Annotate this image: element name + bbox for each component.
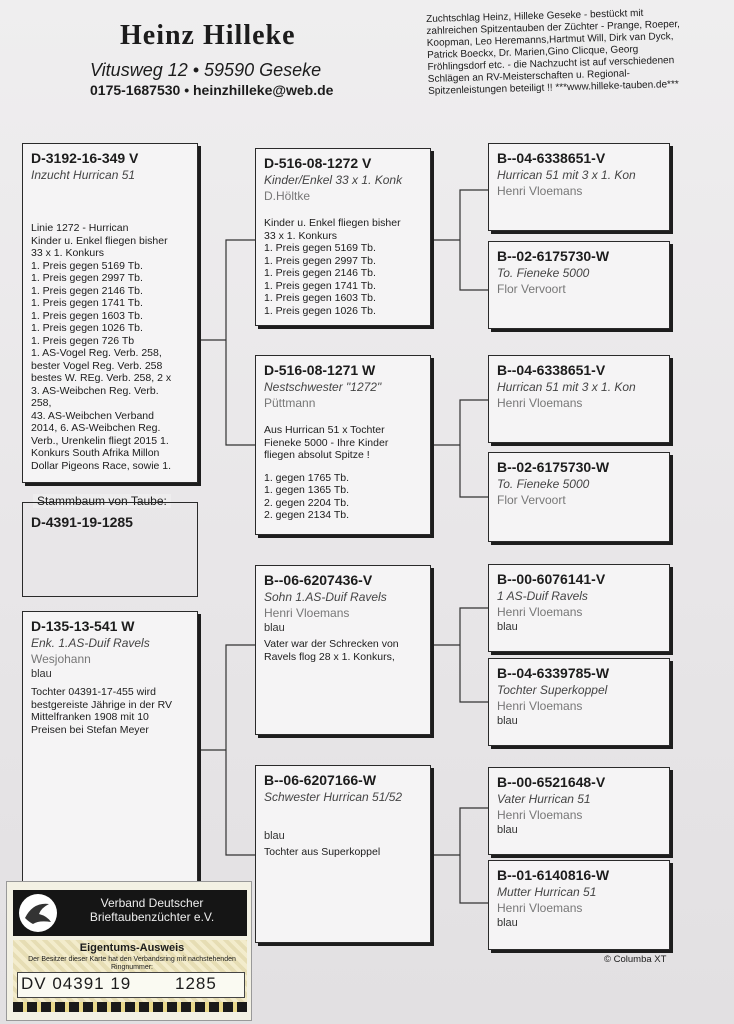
sire-card bbox=[22, 143, 198, 483]
dam-card bbox=[22, 611, 198, 911]
ggp-breeder: Henri Vloemans bbox=[497, 605, 583, 619]
ggp-card-7 bbox=[488, 767, 670, 855]
dam-colour: blau bbox=[31, 668, 52, 680]
ggp-name: To. Fieneke 5000 bbox=[497, 266, 590, 280]
dam-breeder: Wesjohann bbox=[31, 652, 91, 666]
breeder-address: Vitusweg 12 • 59590 Geseke bbox=[90, 60, 322, 80]
ggp-name: 1 AS-Duif Ravels bbox=[497, 589, 588, 603]
ggp-breeder: Henri Vloemans bbox=[497, 184, 583, 198]
ggp-ring-number: B--01-6140816-W bbox=[497, 867, 610, 883]
pedigree-subject bbox=[22, 494, 198, 597]
ggp-breeder: Flor Vervoort bbox=[497, 493, 566, 507]
ggp-ring-number: B--04-6339785-W bbox=[497, 665, 610, 681]
card-border-pattern bbox=[13, 1002, 247, 1012]
ggp-breeder: Henri Vloemans bbox=[497, 901, 583, 915]
card-ring-number: 1285 bbox=[175, 974, 217, 993]
sire-details: Linie 1272 - Hurrican Kinder u. Enkel fliegen bisher 33 x 1. Konkurs 1. Preis gegen 5169 Tb. 1. Preis gegen 2997 Tb. 1. Preis gegen 2146 Tb. 1. Preis gegen 1741 Tb. 1. Preis gegen 1603 Tb. 1. Preis gegen 1026 Tb. 1. Preis gegen 726 Tb 1. AS-Vogel Reg. Verb. 258, bester Vogel Reg. Verb. 258 bestes W. REg. Verb. 258, 2 x 3. AS-Weibchen Reg. Verb. 258, 43. AS-Weibchen Verband 2014, 6. AS-Weibchen Reg. Verb., Urenkelin fliegt 2015 1. Konkurs South Afrika Millon Dollar Pigeons Race, sowie 1. bbox=[31, 222, 172, 472]
ggp-name: Tochter Superkoppel bbox=[497, 683, 608, 697]
gp-ss-breeder: D.Höltke bbox=[264, 189, 311, 203]
ggp-ring-number: B--02-6175730-W bbox=[497, 459, 610, 475]
ggp-name: Hurrican 51 mit 3 x 1. Kon bbox=[497, 168, 636, 182]
ggp-card-6 bbox=[488, 658, 670, 746]
gp-sd-breeder: Püttmann bbox=[264, 396, 316, 410]
ggp-name: Vater Hurrican 51 bbox=[497, 792, 591, 806]
breeder-contact: 0175-1687530 • heinzhilleke@web.de bbox=[90, 82, 334, 98]
ggp-breeder: Henri Vloemans bbox=[497, 396, 583, 410]
ggp-ring-number: B--00-6076141-V bbox=[497, 571, 606, 587]
card-title: Eigentums-Ausweis bbox=[79, 942, 185, 954]
ggp-breeder: Henri Vloemans bbox=[497, 699, 583, 713]
ggp-breeder: Flor Vervoort bbox=[497, 282, 566, 296]
gp-ds-ring-number: B--06-6207436-V bbox=[264, 572, 373, 588]
ggp-name: Mutter Hurrican 51 bbox=[497, 885, 597, 899]
ggp-card-5 bbox=[488, 564, 670, 652]
ggp-card-2 bbox=[488, 241, 670, 329]
grandsire-maternal-card bbox=[255, 565, 431, 735]
dam-details: Tochter 04391-17-455 wird bestgereiste Jährige in der RV Mittelfranken 1908 mit 10 Preisen bei Stefan Meyer bbox=[31, 686, 173, 736]
subject-ring-number: D-4391-19-1285 bbox=[31, 514, 133, 530]
gp-ds-name: Sohn 1.AS-Duif Ravels bbox=[264, 590, 387, 604]
ggp-colour: blau bbox=[497, 824, 518, 836]
ggp-ring-number: B--04-6338651-V bbox=[497, 362, 606, 378]
gp-ds-details: Vater war der Schrecken von Ravels flog 28 x 1. Konkurs, bbox=[264, 638, 399, 663]
gp-sd-name: Nestschwester "1272" bbox=[264, 380, 382, 394]
ggp-name: To. Fieneke 5000 bbox=[497, 477, 590, 491]
pigeon-logo-icon bbox=[19, 894, 57, 932]
card-org-line2: Brieftaubenzüchter e.V. bbox=[89, 910, 215, 924]
ggp-colour: blau bbox=[497, 917, 518, 929]
card-ring-prefix: DV 04391 19 bbox=[21, 974, 132, 993]
ggp-colour: blau bbox=[497, 715, 518, 727]
gp-sd-details: Aus Hurrican 51 x Tochter Fieneke 5000 - Ihre Kinder fliegen absolut Spitze ! bbox=[264, 424, 389, 461]
sire-name: Inzucht Hurrican 51 bbox=[31, 168, 136, 182]
granddam-maternal-card bbox=[255, 765, 431, 943]
loft-intro-text: Zuchtschlag Heinz, Hilleke Geseke - bestückt mit zahlreichen Spitzentauben der Züchter - Prange, Roeper, Koopman, Leo Heremanns,Hartmut Will, Dirk van Dyck, Patrick Boeckx, Dr. Marien,Gino Clicque, Georg Fröhlingsdorf etc. - die Nachzucht ist auf verschiedenen Schlägen an RV-Meisterschaften u. Regional-Spitzenleistungen beteiligt !! ***www.hilleke-tauben.de*** bbox=[426, 7, 681, 97]
ggp-ring-number: B--04-6338651-V bbox=[497, 150, 606, 166]
gp-dd-colour: blau bbox=[264, 830, 285, 842]
ggp-colour: blau bbox=[497, 621, 518, 633]
gp-ss-details: Kinder u. Enkel fliegen bisher 33 x 1. Konkurs 1. Preis gegen 5169 Tb. 1. Preis gegen 2997 Tb. 1. Preis gegen 2146 Tb. 1. Preis gegen 1741 Tb. 1. Preis gegen 1603 Tb. 1. Preis gegen 1026 Tb. bbox=[264, 217, 401, 317]
card-org-line1: Verband Deutscher bbox=[100, 896, 204, 910]
card-text: Der Besitzer dieser Karte hat den Verbandsring mit nachstehenden Ringnummer: bbox=[28, 956, 236, 971]
gp-sd-ring-number: D-516-08-1271 W bbox=[264, 362, 376, 378]
granddam-paternal-card bbox=[255, 355, 431, 535]
gp-dd-name: Schwester Hurrican 51/52 bbox=[264, 790, 403, 804]
gp-ss-ring-number: D-516-08-1272 V bbox=[264, 155, 372, 171]
card-organisation bbox=[67, 896, 237, 924]
grandsire-paternal-card bbox=[255, 148, 431, 326]
gp-ss-name: Kinder/Enkel 33 x 1. Konk bbox=[264, 173, 403, 187]
ggp-name: Hurrican 51 mit 3 x 1. Kon bbox=[497, 380, 636, 394]
gp-dd-details: Tochter aus Superkoppel bbox=[264, 846, 381, 858]
ggp-card-4 bbox=[488, 452, 670, 542]
gp-ds-breeder: Henri Vloemans bbox=[264, 606, 350, 620]
ggp-card-8 bbox=[488, 860, 670, 950]
ggp-ring-number: B--00-6521648-V bbox=[497, 774, 606, 790]
copyright-note: © Columba XT bbox=[604, 954, 667, 965]
ggp-ring-number: B--02-6175730-W bbox=[497, 248, 610, 264]
gp-sd-results: 1. gegen 1765 Tb. 1. gegen 1365 Tb. 2. gegen 2204 Tb. 2. gegen 2134 Tb. bbox=[264, 471, 350, 521]
ggp-breeder: Henri Vloemans bbox=[497, 808, 583, 822]
breeder-name: Heinz Hilleke bbox=[120, 20, 296, 51]
gp-ds-colour: blau bbox=[264, 622, 285, 634]
sire-ring-number: D-3192-16-349 V bbox=[31, 150, 139, 166]
ownership-card bbox=[6, 881, 252, 1021]
dam-ring-number: D-135-13-541 W bbox=[31, 618, 135, 634]
dam-name: Enk. 1.AS-Duif Ravels bbox=[31, 636, 150, 650]
subject-label: Stammbaum von Taube: bbox=[33, 494, 171, 508]
gp-dd-ring-number: B--06-6207166-W bbox=[264, 772, 377, 788]
ggp-card-3 bbox=[488, 355, 670, 443]
ggp-card-1 bbox=[488, 143, 670, 231]
